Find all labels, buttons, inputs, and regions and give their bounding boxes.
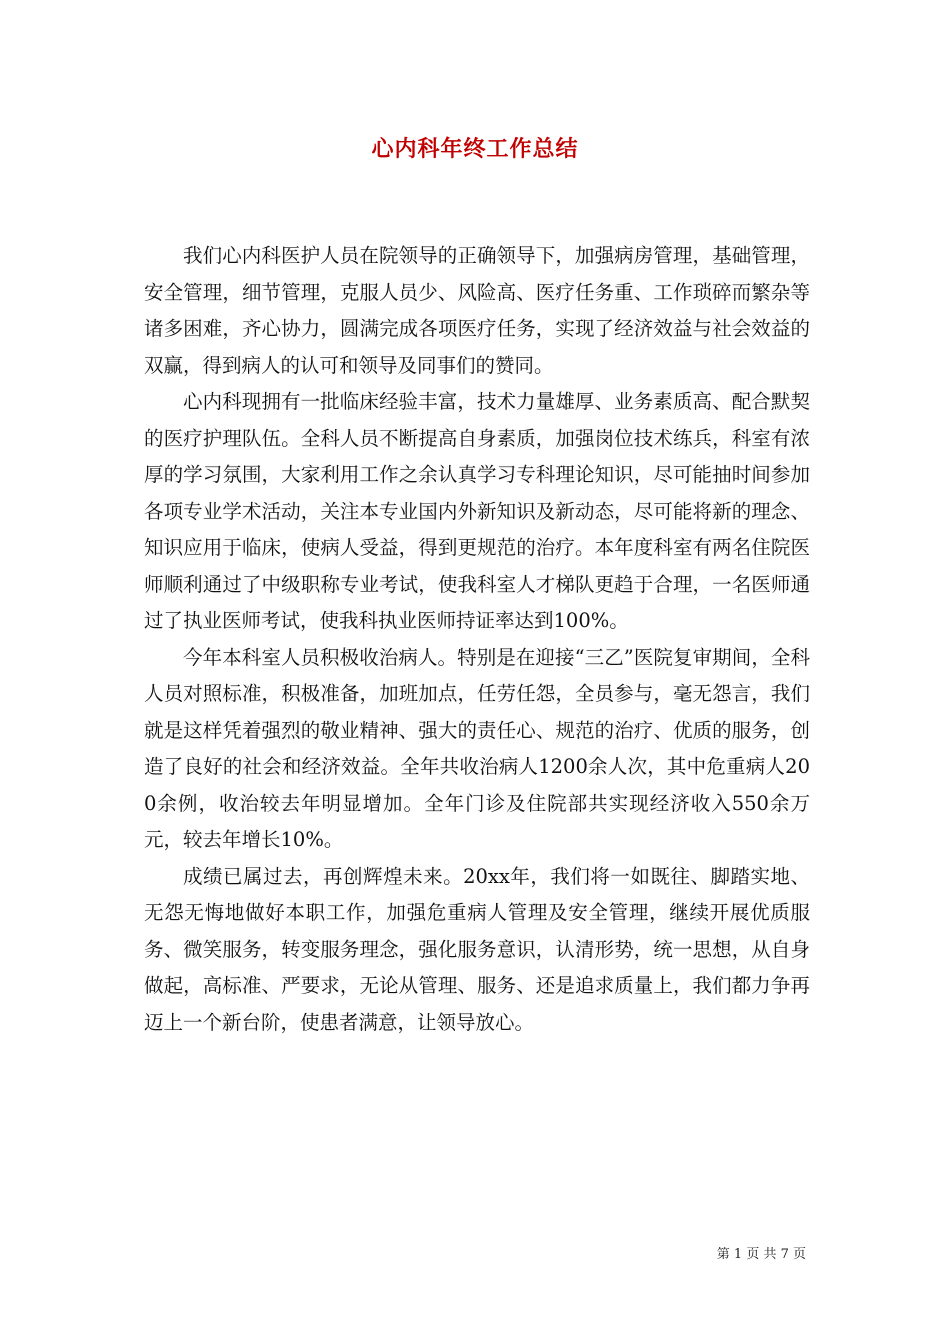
page-title: 心内科年终工作总结 [371,136,579,162]
document-body [144,238,810,1041]
paragraph-1: 我们心内科医护人员在院领导的正确领导下，加强病房管理，基础管理，安全管理，细节管理，克服人员少、风险高、医疗任务重、工作琐碎而繁杂等诸多困难，齐心协力，圆满完成各项医疗任务，实现了经济效益与社会效益的双赢，得到病人的认可和领导及同事们的赞同。 [144,244,810,377]
paragraph-3: 今年本科室人员积极收治病人。特别是在迎接“三乙”医院复审期间，全科人员对照标准，积极准备，加班加点，任劳任怨，全员参与，毫无怨言，我们就是这样凭着强烈的敬业精神、强大的责任心、规范的治疗、优质的服务，创造了良好的社会和经济效益。全年共收治病人1200余人次，其中危重病人200余例，收治较去年明显增加。全年门诊及住院部共实现经济收入550余万元，较去年增长10%。 [144,645,810,851]
page-number-footer: 第 1 页 共 7 页 [716,1247,806,1262]
paragraph-4: 成绩已属过去，再创辉煌未来。20xx年，我们将一如既往、脚踏实地、无怨无悔地做好本职工作，加强危重病人管理及安全管理，继续开展优质服务、微笑服务，转变服务理念，强化服务意识，认清形势，统一思想，从自身做起，高标准、严要求，无论从管理、服务、还是追求质量上，我们都力争再迈上一个新台阶，使患者满意，让领导放心。 [144,864,810,1034]
paragraph-2: 心内科现拥有一批临床经验丰富，技术力量雄厚、业务素质高、配合默契的医疗护理队伍。全科人员不断提高自身素质，加强岗位技术练兵，科室有浓厚的学习氛围，大家利用工作之余认真学习专科理论知识，尽可能抽时间参加各项专业学术活动，关注本专业国内外新知识及新动态，尽可能将新的理念、知识应用于临床，使病人受益，得到更规范的治疗。本年度科室有两名住院医师顺利通过了中级职称专业考试，使我科室人才梯队更趋于合理，一名医师通过了执业医师考试，使我科执业医师持证率达到100%。 [144,390,810,632]
